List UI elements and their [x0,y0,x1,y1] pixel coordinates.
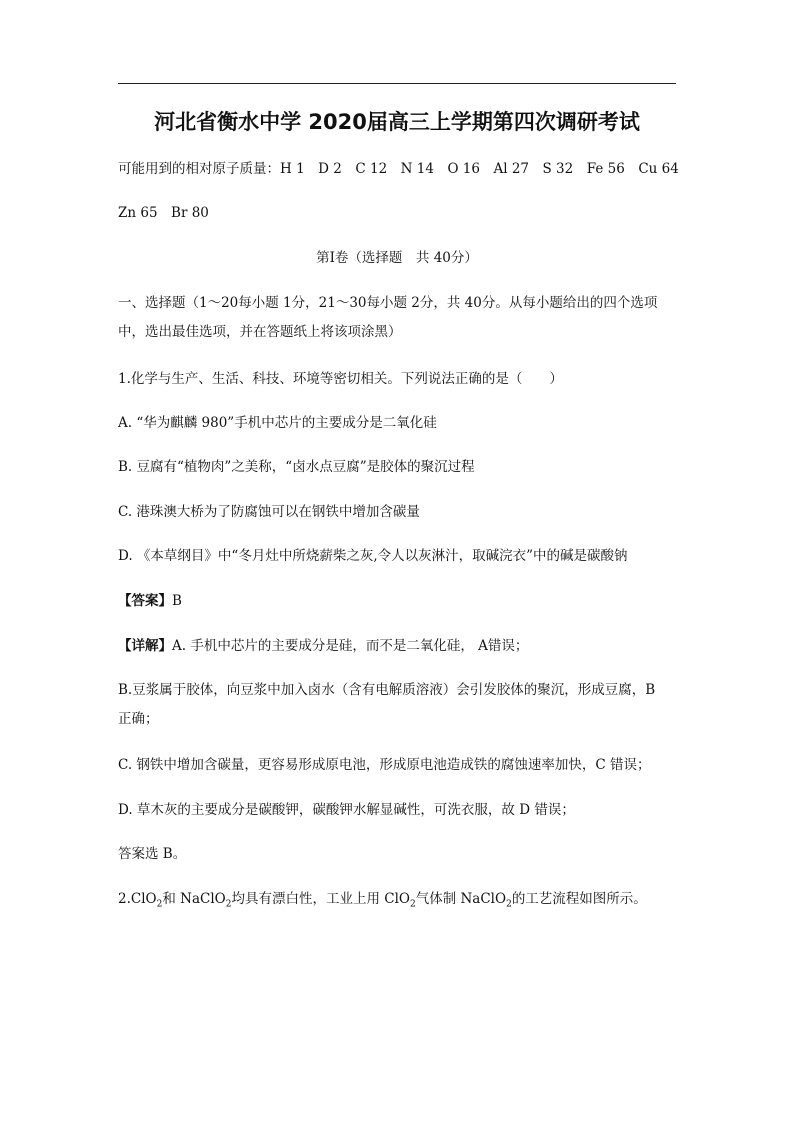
instructions-line-1: 一、选择题（1～20每小题 1分，21～30每小题 2分，共 40分。从每小题给出的四个选项 [118,295,658,311]
q2-text-2: 和 NaClO [162,891,226,907]
detail-d: D. 草木灰的主要成分是碳酸钾，碳酸钾水解显碱性，可洗衣服，故 D 错误； [118,802,575,818]
detail-c: C. 钢铁中增加含碳量，更容易形成原电池，形成原电池造成铁的腐蚀速率加快，C 错误； [118,757,651,773]
instructions-line-2: 中，选出最佳选项，并在答题纸上将该项涂黑） [118,324,402,340]
q2-subscript-1: 2 [156,899,163,910]
page-title: 河北省衡水中学 2020届高三上学期第四次调研考试 [154,110,640,134]
answer-label: 【答案】 [118,593,172,609]
question-1-option-c: C. 港珠澳大桥为了防腐蚀可以在钢铁中增加含碳量 [118,504,420,520]
question-1-option-b: B. 豆腐有“植物肉”之美称，“卤水点豆腐”是胶体的聚沉过程 [118,459,475,475]
atomic-mass-line-2: Zn 65 Br 80 [118,205,209,221]
detail-a-text: A. 手机中芯片的主要成分是硅，而不是二氧化硅， A错误； [172,638,529,654]
q2-subscript-3: 2 [409,899,416,910]
header-rule [118,83,676,84]
q2-text-3: 均具有漂白性，工业上用 ClO [231,891,410,907]
section-title: 第Ⅰ卷（选择题 共 40分） [316,250,478,266]
question-1-option-d: D. 《本草纲目》中“冬月灶中所烧薪柴之灰,令人以灰淋汁，取碱浣衣”中的碱是碳酸钠 [118,548,628,564]
detail-b-line-1: B.豆浆属于胶体，向豆浆中加入卤水（含有电解质溶液）会引发胶体的聚沉，形成豆腐，B [118,682,656,698]
detail-line-a [118,636,528,656]
q2-text-1: 2.ClO [118,891,157,907]
q2-text-4: 气体制 NaClO [415,891,507,907]
answer-value: B [172,593,182,609]
atomic-mass-line-1: 可能用到的相对原子质量：H 1 D 2 C 12 N 14 O 16 Al 27 S 32 Fe 56 Cu 64 [118,161,679,177]
detail-b-line-2: 正确； [118,711,159,727]
question-2-stem [118,889,647,909]
answer-conclusion: 答案选 B。 [118,846,187,862]
q2-text-5: 的工艺流程如图所示。 [511,891,647,907]
question-1-option-a: A. “华为麒麟 980”手机中芯片的主要成分是二氧化硅 [118,415,437,431]
q2-subscript-4: 2 [506,899,512,910]
q2-subscript-2: 2 [225,899,232,910]
answer-line [118,591,182,611]
detail-label: 【详解】 [118,638,172,654]
question-1-stem: 1.化学与生产、生活、科技、环境等密切相关。下列说法正确的是（ ） [118,371,563,387]
